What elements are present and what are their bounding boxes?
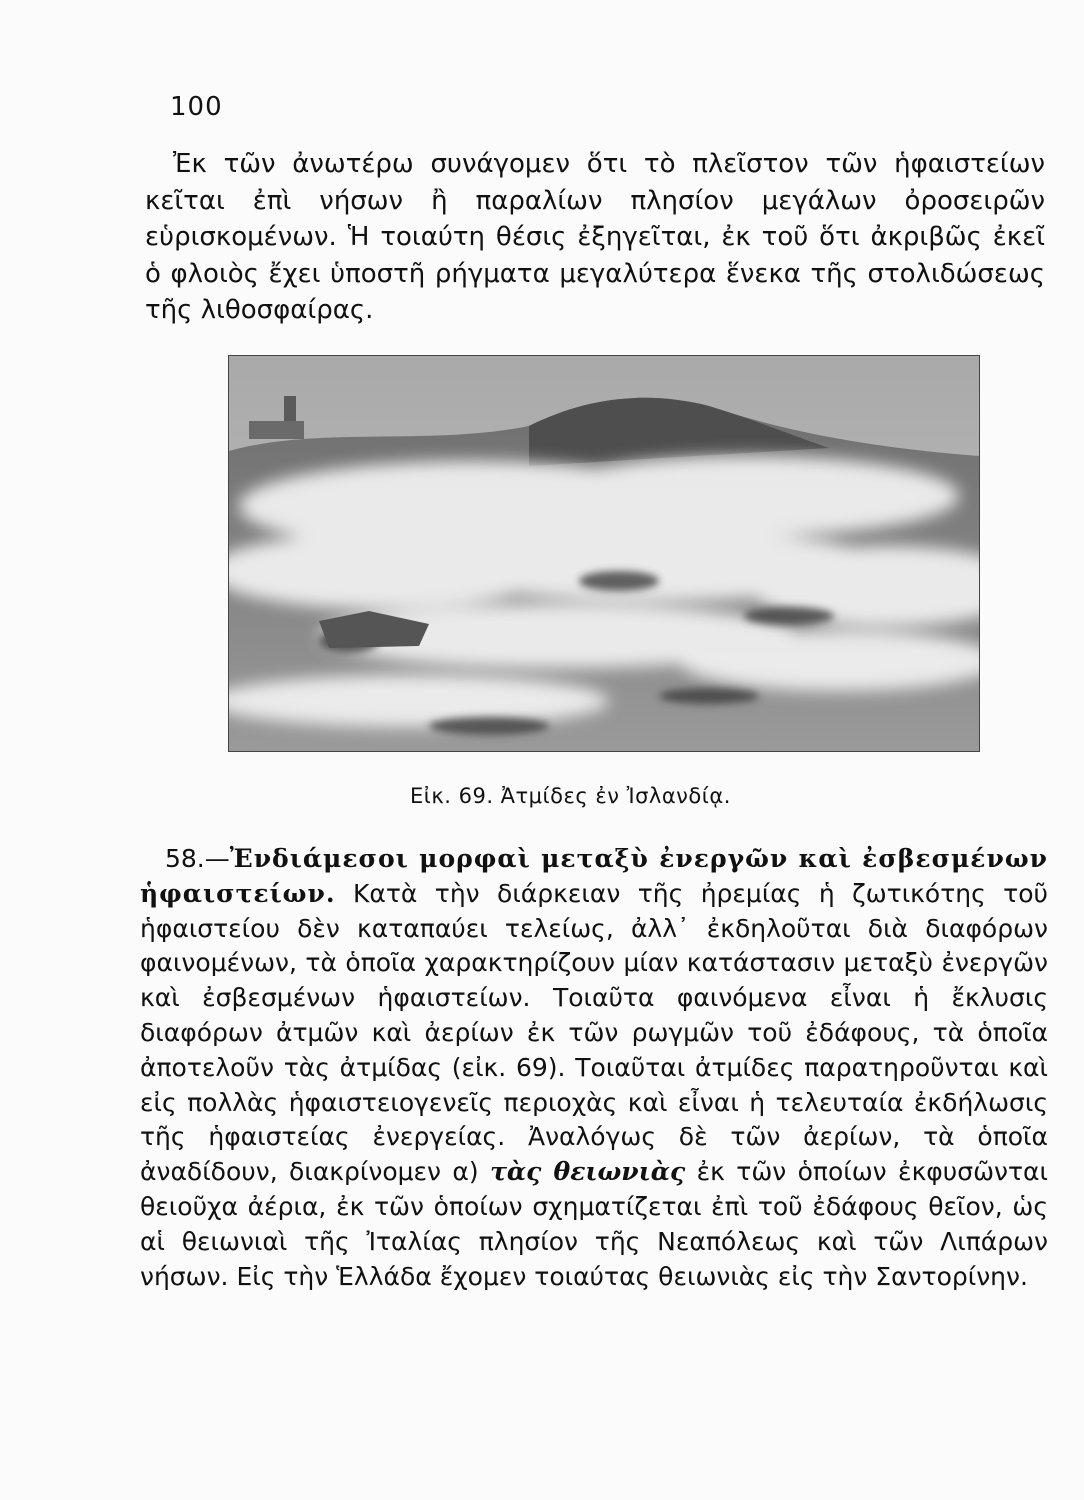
section-number: 58.— (165, 844, 230, 873)
intro-paragraph: Ἐκ τῶν ἀνωτέρω συνάγομεν ὅτι τὸ πλεῖστον τῶν ἡφαιστείων κεῖται ἐπὶ νήσων ἢ παραλίων πλησίον μεγάλων ὀροσειρῶν εὑρισκομένων. Ἡ τοιαύτη θέσις ἐξηγεῖται, ἐκ τοῦ ὅτι ἀκριβῶς ἐκεῖ ὁ φλοιὸς ἔχει ὑποστῆ ρήγματα μεγαλύτερα ἕνεκα τῆς στολιδώσεως τῆς λιθοσφαίρας. (145, 149, 1045, 325)
page-number: 100 (170, 92, 223, 122)
section-text-part1: Κατὰ τὴν διάρκειαν τῆς ἠρεμίας ἡ ζωτικότης τοῦ ἡφαιστείου δὲν καταπαύει τελείως, ἀλλ᾽ ἐκδηλοῦται διὰ διαφόρων φαινομένων, τὰ ὁποῖα χαρακτηρίζουν μίαν κατάστασιν μεταξὺ ἐνεργῶν καὶ ἐσβεσμένων ἡφαιστείων. Τοιαῦτα φαινόμενα εἶναι ἡ ἔκλυσις διαφόρων ἀτμῶν καὶ ἀερίων ἐκ τῶν ρωγμῶν τοῦ ἐδάφους, τὰ ὁποῖα ἀποτελοῦν τὰς ἀτμίδας (εἰκ. 69). Τοιαῦται ἀτμίδες παρατηροῦνται καὶ εἰς πολλὰς ἡφαιστειογενεῖς περιοχὰς καὶ εἶναι ἡ τελευταία ἐκδήλωσις τῆς ἡφαιστείας ἐνεργείας. Ἀναλόγως δὲ τῶν ἀερίων, τὰ ὁποῖα ἀναδίδουν, διακρίνομεν α) (140, 878, 1048, 1187)
section-text-part2: ἐκ τῶν ὁποίων ἐκφυσῶνται θειοῦχα ἀέρια, ἐκ τῶν ὁποίων σχηματίζεται ἐπὶ τοῦ ἐδάφους θεῖον, ὡς αἱ θειωνιαὶ τῆς Ἰταλίας πλησίον τῆς Νεαπόλεως καὶ τῶν Λιπάρων νήσων. Εἰς τὴν Ἑλλάδα ἔχομεν τοιαύτας θειωνιὰς εἰς τὴν Σαντορίνην. (140, 1157, 1048, 1291)
section-58-paragraph (140, 842, 1048, 1294)
figure-photo-steam-vents (228, 355, 980, 752)
emphasized-term: τὰς θειωνιὰς (490, 1157, 686, 1187)
figure-caption: Εἰκ. 69. Ἀτμίδες ἐν Ἰσλανδίᾳ. (410, 784, 731, 808)
section-heading: Ἐνδιάμεσοι μορφαὶ μεταξὺ ἐνεργῶν καὶ ἐσβεσμένων ἡφαιστείων. (140, 844, 1048, 908)
steam-vents-photo (229, 356, 979, 751)
